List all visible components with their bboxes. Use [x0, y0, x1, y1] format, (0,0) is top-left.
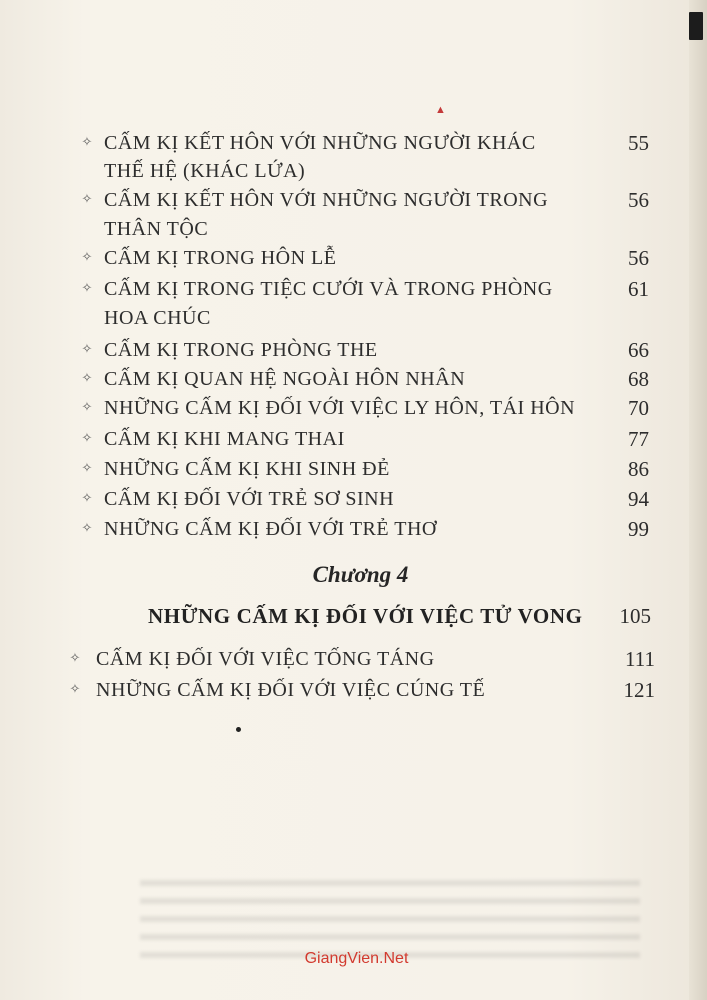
toc-entry	[0, 187, 707, 215]
toc-entry-page: 66	[628, 338, 649, 362]
toc-entry	[0, 456, 707, 484]
chapter-title: NHỮNG CẤM KỊ ĐỐI VỚI VIỆC TỬ VONG	[148, 604, 583, 628]
toc-entry-label: CẤM KỊ ĐỐI VỚI TRẺ SƠ SINH	[104, 488, 395, 510]
chapter-page: 105	[619, 604, 651, 628]
toc-entry-label: CẤM KỊ KHI MANG THAI	[104, 428, 345, 450]
toc-entry-label-continued: HOA CHÚC	[104, 307, 211, 329]
toc-entry	[0, 130, 707, 158]
toc-entry-label-continued: THẾ HỆ (KHÁC LỨA)	[104, 160, 306, 182]
diamond-bullet-icon: ✧	[81, 249, 93, 264]
toc-entry-label: CẤM KỊ TRONG PHÒNG THE	[104, 339, 378, 361]
toc-entry	[0, 426, 707, 454]
diamond-bullet-icon: ✧	[81, 341, 93, 356]
diamond-bullet-icon: ✧	[81, 520, 93, 535]
toc-entry-label-continued: THÂN TỘC	[104, 218, 209, 240]
toc-entry-label: CẤM KỊ TRONG TIỆC CƯỚI VÀ TRONG PHÒNG	[104, 278, 553, 300]
toc-entry-page: 70	[628, 396, 649, 420]
toc-entry	[0, 366, 707, 394]
diamond-bullet-icon: ✧	[81, 399, 93, 414]
toc-entry-page: 77	[628, 427, 649, 451]
toc-entry	[0, 245, 707, 273]
toc-entry-page: 56	[628, 188, 649, 212]
diamond-bullet-icon: ✧	[81, 280, 93, 295]
toc-entry	[0, 395, 707, 423]
toc-entry-label: CẤM KỊ KẾT HÔN VỚI NHỮNG NGƯỜI TRONG	[104, 189, 549, 211]
toc-entry-page: 99	[628, 517, 649, 541]
diamond-bullet-icon: ✧	[81, 490, 93, 505]
toc-sub-entry-label: NHỮNG CẤM KỊ ĐỐI VỚI VIỆC CÚNG TẾ	[96, 679, 486, 701]
watermark: GiangVien.Net	[304, 950, 409, 967]
diamond-bullet-icon: ✧	[81, 134, 93, 149]
diamond-bullet-icon: ✧	[69, 681, 81, 696]
toc-sub-entry	[0, 646, 707, 674]
toc-entry	[0, 276, 707, 304]
toc-entry-label: CẤM KỊ QUAN HỆ NGOÀI HÔN NHÂN	[104, 368, 466, 390]
toc-entry-label: NHỮNG CẤM KỊ ĐỐI VỚI TRẺ THƠ	[104, 518, 437, 540]
toc-entry	[0, 486, 707, 514]
toc-sub-entry-label: CẤM KỊ ĐỐI VỚI VIỆC TỐNG TÁNG	[96, 648, 435, 670]
toc-entry-page: 55	[628, 131, 649, 155]
diamond-bullet-icon: ✧	[81, 460, 93, 475]
ink-speck	[236, 727, 241, 732]
corner-mark	[689, 12, 703, 40]
toc-entry	[0, 337, 707, 365]
diamond-bullet-icon: ✧	[69, 650, 81, 665]
diamond-bullet-icon: ✧	[81, 430, 93, 445]
chapter-label: Chương 4	[312, 562, 409, 587]
red-mark: ▲	[435, 104, 446, 116]
toc-entry-page: 56	[628, 246, 649, 270]
toc-sub-entry-page: 121	[623, 678, 655, 702]
toc-entry-page: 86	[628, 457, 649, 481]
toc-entry-label: CẤM KỊ KẾT HÔN VỚI NHỮNG NGƯỜI KHÁC	[104, 132, 536, 154]
diamond-bullet-icon: ✧	[81, 191, 93, 206]
toc-entry-page: 61	[628, 277, 649, 301]
toc-entry	[0, 516, 707, 544]
diamond-bullet-icon: ✧	[81, 370, 93, 385]
toc-entry-page: 94	[628, 487, 649, 511]
toc-entry-label: NHỮNG CẤM KỊ KHI SINH ĐẺ	[104, 458, 390, 480]
toc-sub-entry-page: 111	[625, 647, 655, 671]
toc-entry-label: NHỮNG CẤM KỊ ĐỐI VỚI VIỆC LY HÔN, TÁI HÔN	[104, 397, 576, 419]
toc-entry-label: CẤM KỊ TRONG HÔN LỄ	[104, 247, 337, 269]
toc-entry-page: 68	[628, 367, 649, 391]
toc-sub-entry	[0, 677, 707, 705]
